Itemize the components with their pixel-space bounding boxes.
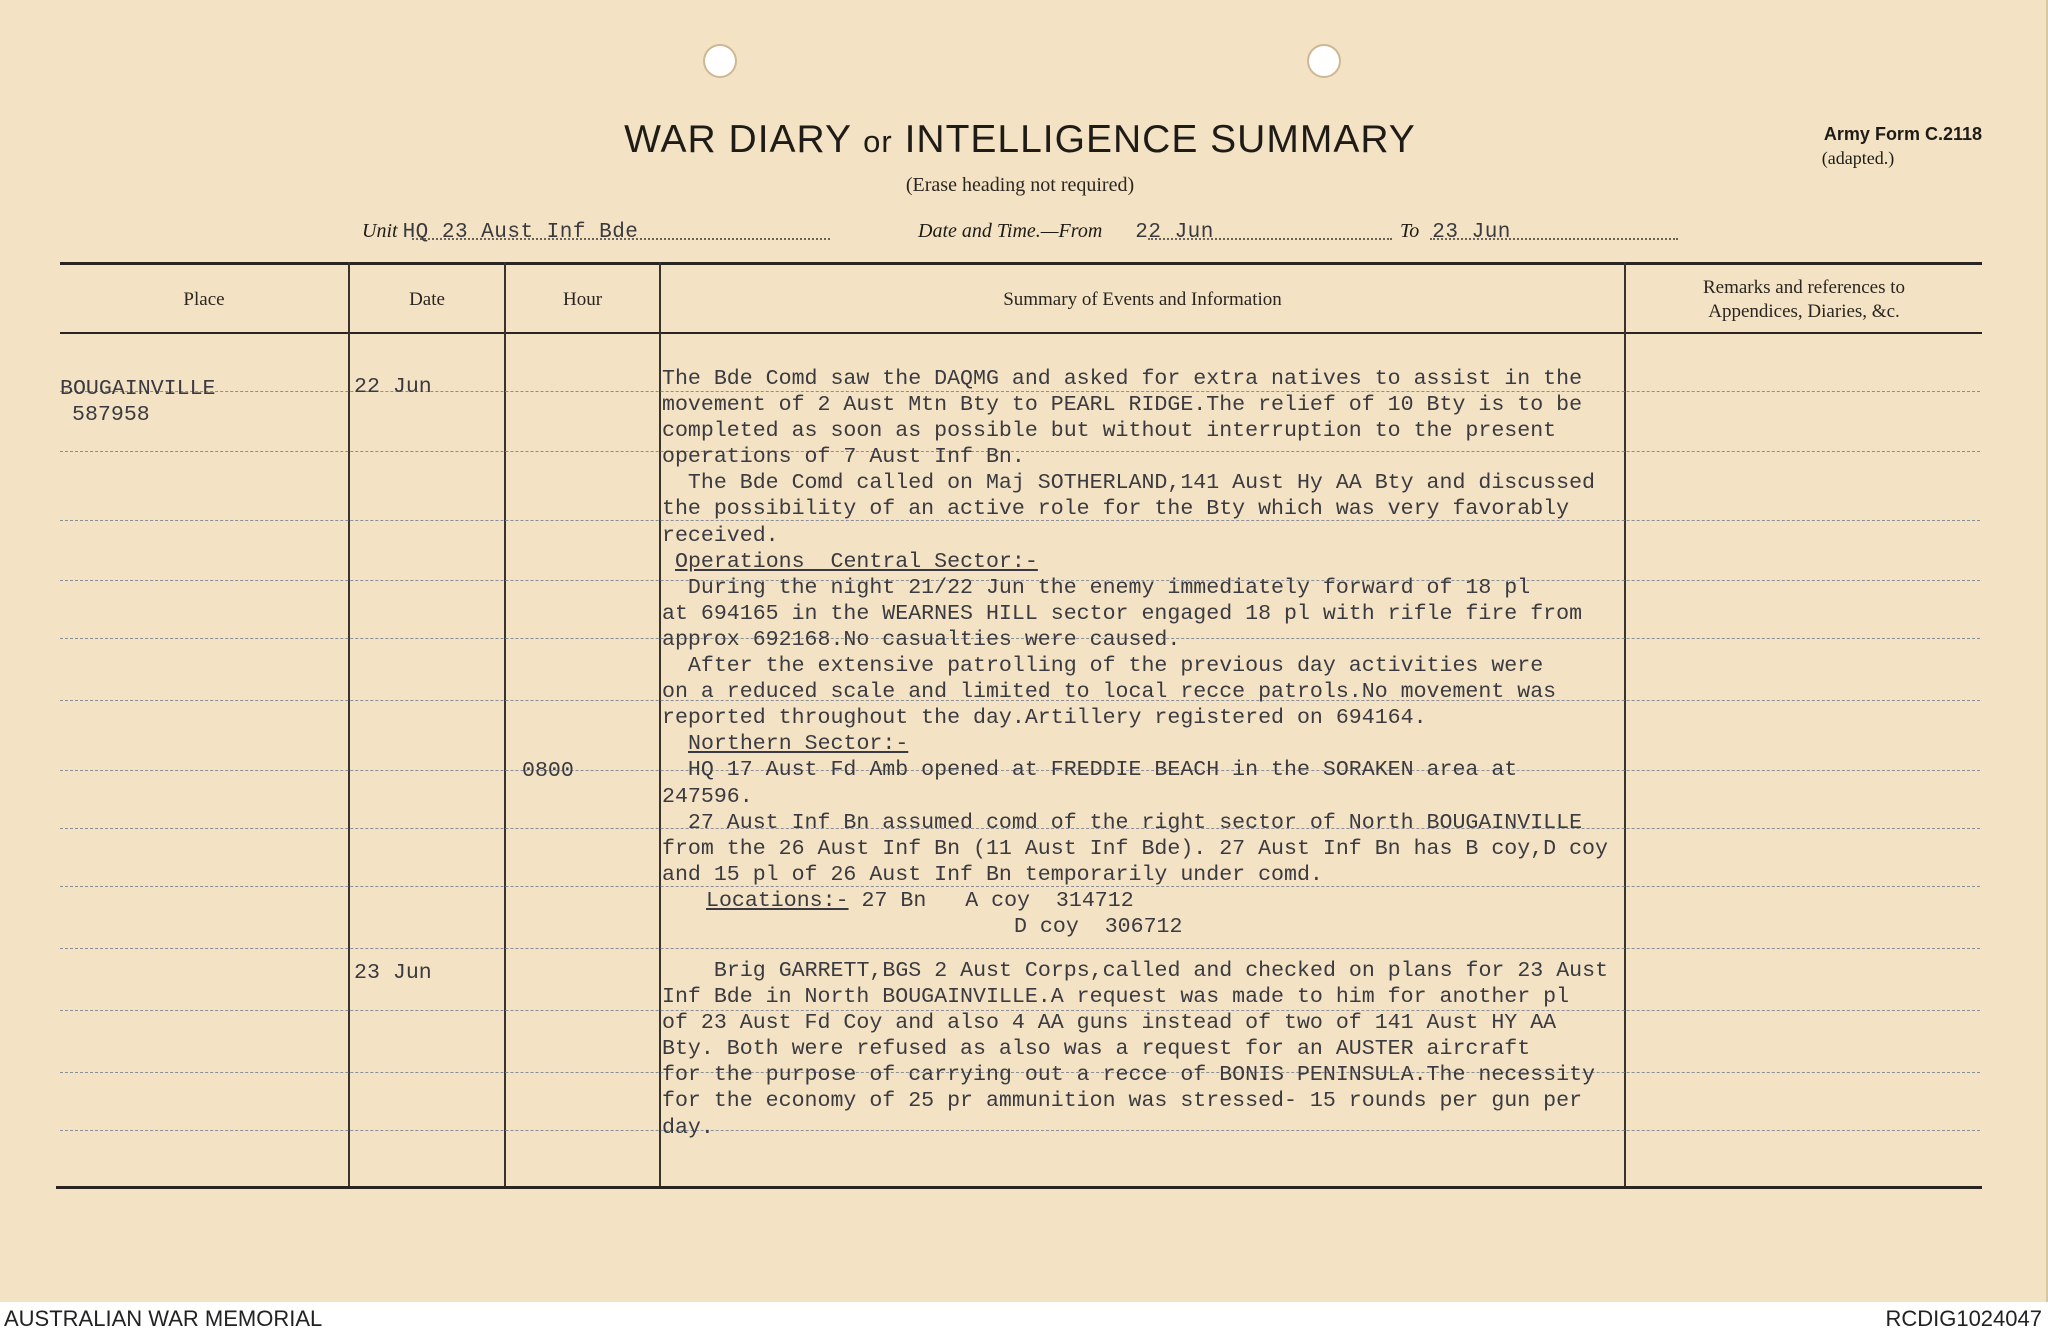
page-subtitle: (Erase heading not required) [905,174,1135,196]
date-to-field [1400,220,1511,244]
column-divider-date [504,262,506,1186]
locations-d-coy: D coy [1014,914,1079,939]
unit-dotted-line [412,238,830,240]
column-divider-place [348,262,350,1186]
header-remarks [1626,272,1982,328]
entry-line: and 15 pl of 26 Aust Inf Bn temporarily under comd. [662,862,1323,887]
entry-line: The Bde Comd called on Maj SOTHERLAND,141 Aust Hy AA Bty and discussed [662,471,1596,496]
date-to-value: 23 Jun [1432,221,1511,244]
header-remarks-line2: Appendices, Diaries, &c. [1708,301,1900,322]
date-from-label: Date and Time.—From [918,220,1103,242]
entry-line: day. [662,1115,714,1140]
date-entry-23-jun: 23 Jun [354,961,432,985]
entry-line: HQ 17 Aust Fd Amb opened at FREDDIE BEACH in the SORAKEN area at [662,758,1518,783]
footer-credit: AUSTRALIAN WAR MEMORIAL [4,1306,323,1331]
locations-line [662,888,1802,914]
title-intelligence-summary: INTELLIGENCE SUMMARY [904,118,1416,161]
form-adapted: (adapted.) [1821,148,1895,168]
locations-d-ref: 306712 [1104,914,1183,939]
section-heading-central [662,549,1802,575]
hour-entry-0800: 0800 [522,759,574,783]
date-from-field [918,220,1214,244]
locations-a-coy: A coy [965,888,1030,913]
page-title [600,118,1440,162]
entry-line: completed as soon as possible but without interruption to the present [662,419,1557,444]
section-heading-northern [662,731,1802,757]
title-war-diary: WAR DIARY [624,118,852,161]
locations-line-2 [662,914,1802,940]
header-summary: Summary of Events and Information [1003,289,1282,310]
entry-line: reported throughout the day.Artillery registered on 694164. [662,706,1427,731]
form-number: Army Form C.2118 [1823,124,1982,144]
header-hour: Hour [562,289,603,310]
entry-line: of 23 Aust Fd Coy and also 4 AA guns instead of two of 141 Aust HY AA [662,1011,1557,1036]
unit-value: HQ 23 Aust Inf Bde [402,221,639,244]
footer-reference: RCDIG1024047 [1885,1306,2042,1331]
punch-hole-right [1307,44,1341,78]
heading-northern-text: Northern Sector:- [688,732,909,757]
date-entry-22-jun: 22 Jun [354,375,432,399]
entry-line: During the night 21/22 Jun the enemy immediately forward of 18 pl [662,575,1531,600]
heading-central-text: Operations Central Sector:- [675,549,1038,574]
table-bottom-rule [56,1186,1982,1189]
date-to-label: To [1400,220,1420,242]
entry-line: for the purpose of carrying out a recce of BONIS PENINSULA.The necessity [662,1063,1596,1088]
entry-line: After the extensive patrolling of the previous day activities were [662,654,1544,679]
entry-line: The Bde Comd saw the DAQMG and asked for extra natives to assist in the [662,367,1583,391]
locations-a-ref: 314712 [1055,888,1134,913]
entry-line: Bty. Both were refused as also was a request for an AUSTER aircraft [662,1037,1531,1062]
title-or: or [863,124,893,159]
header-date: Date [409,289,445,310]
entry-line: received. [662,523,779,548]
map-reference: 587958 [72,403,150,427]
entry-line: 27 Aust Inf Bn assumed comd of the right sector of North BOUGAINVILLE [662,810,1583,835]
summary-22-jun [662,366,1802,940]
header-place: Place [183,289,225,310]
entry-line: for the economy of 25 pr ammunition was stressed- 15 rounds per gun per [662,1089,1583,1114]
entry-line: 247596. [662,784,753,809]
locations-label: Locations:- [706,888,849,913]
date-to-dotted-line [1430,238,1678,240]
entry-line: the possibility of an active role for the Bty which was very favorably [662,497,1570,522]
locations-bn: 27 Bn [861,888,927,913]
date-from-value: 22 Jun [1135,221,1214,244]
entry-line: Inf Bde in North BOUGAINVILLE.A request was made to him for another pl [662,985,1570,1010]
unit-label: Unit [362,220,398,242]
entry-line: Brig GARRETT,BGS 2 Aust Corps,called and checked on plans for 23 Aust [688,959,1609,983]
date-from-dotted-line [1148,238,1392,240]
summary-23-jun [662,958,1802,1141]
unit-field [362,220,638,244]
entry-line: approx 692168.No casualties were caused. [662,627,1181,652]
entry-line: from the 26 Aust Inf Bn (11 Aust Inf Bde). 27 Aust Inf Bn has B coy,D coy [662,836,1608,861]
punch-hole-left [703,44,737,78]
column-divider-hour [659,262,661,1186]
ruled-line [60,948,1980,949]
place-value: BOUGAINVILLE [60,377,216,401]
entry-line: on a reduced scale and limited to local recce patrols.No movement was [662,680,1557,705]
entry-line: operations of 7 Aust Inf Bn. [662,445,1025,470]
entry-line: at 694165 in the WEARNES HILL sector engaged 18 pl with rifle fire from [662,601,1583,626]
header-remarks-line1: Remarks and references to [1702,277,1906,298]
entry-line: movement of 2 Aust Mtn Bty to PEARL RIDGE.The relief of 10 Bty is to be [662,393,1583,418]
